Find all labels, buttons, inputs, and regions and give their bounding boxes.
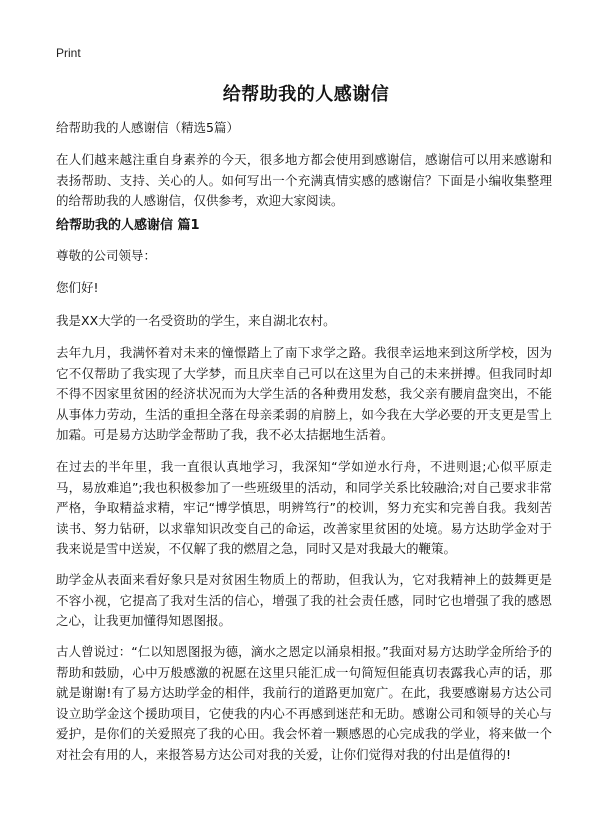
paragraph-1: 我是XX大学的一名受资助的学生，来自湖北农村。 [56, 313, 336, 328]
paragraph-5: 古人曾说过：“仁以知恩图报为德，滴水之恩定以涌泉相报。”我面对易方达助学金所给予的帮助和鼓励，心中万般感激的祝愿在这里只能汇成一句简短但能真切表露我心声的话，那就是谢谢!有了易方达助学金的相伴，我前行的道路更加宽广。在此，我要感谢易方达公司设立助学金这个援助项目，它使我的内心不再感到迷茫和无助。感谢公司和领导的关心与爱护，是你们的关爱照亮了我的心田。我会怀着一颗感恩的心完成我的学业，将来做一个对社会有用的人，来报答易方达公司对我的关爱，让你们觉得对我的付出是值得的! [56, 644, 552, 762]
section-heading: 给帮助我的人感谢信 篇1 [56, 218, 200, 233]
paragraph-2: 去年九月，我满怀着对未来的憧憬踏上了南下求学之路。我很幸运地来到这所学校，因为它不仅帮助了我实现了大学梦，而且庆幸自己可以在这里为自己的未来拼搏。但我同时却不得不因家里贫困的经济状况而为大学生活的各种费用发愁，我父亲有腰肩盘突出，不能从事体力劳动，生活的重担全落在母亲柔弱的肩膀上，如今我在大学必要的开支更是雪上加霜。可是易方达助学金帮助了我，我不必太拮据地生活着。 [56, 345, 552, 442]
salutation: 尊敬的公司领导： [56, 248, 157, 263]
paragraph-4: 助学金从表面来看好象只是对贫困生物质上的帮助，但我认为，它对我精神上的鼓舞更是不容小视，它提高了我对生活的信心，增强了我的社会责任感，同时它也增强了我的感恩之心，让我更加懂得知恩图报。 [56, 572, 552, 628]
intro-paragraph: 在人们越来越注重自身素养的今天，很多地方都会使用到感谢信，感谢信可以用来感谢和表扬帮助、支持、关心的人。如何写出一个充满真情实感的感谢信？下面是小编收集整理的给帮助我的人感谢信，仅供参考，欢迎大家阅读。 [56, 152, 552, 208]
print-link[interactable]: Print [56, 46, 81, 60]
paragraph-3: 在过去的半年里，我一直很认真地学习，我深知“学如逆水行舟，不进则退;心似平原走马，易放难追”;我也积极参加了一些班级里的活动，和同学关系比较融洽;对自己要求非常严格，争取精益求精，牢记“博学慎思，明辨笃行”的校训，努力充实和完善自我。我刻苦读书、努力钻研，以求靠知识改变自己的命运，改善家里贫困的处境。易方达助学金对于我来说是雪中送炭，不仅解了我的燃眉之急，同时又是对我最大的鞭策。 [56, 459, 552, 556]
greeting: 您们好! [56, 280, 99, 295]
page-title: 给帮助我的人感谢信 [222, 84, 390, 105]
document-subtitle: 给帮助我的人感谢信（精选5篇） [56, 120, 239, 135]
